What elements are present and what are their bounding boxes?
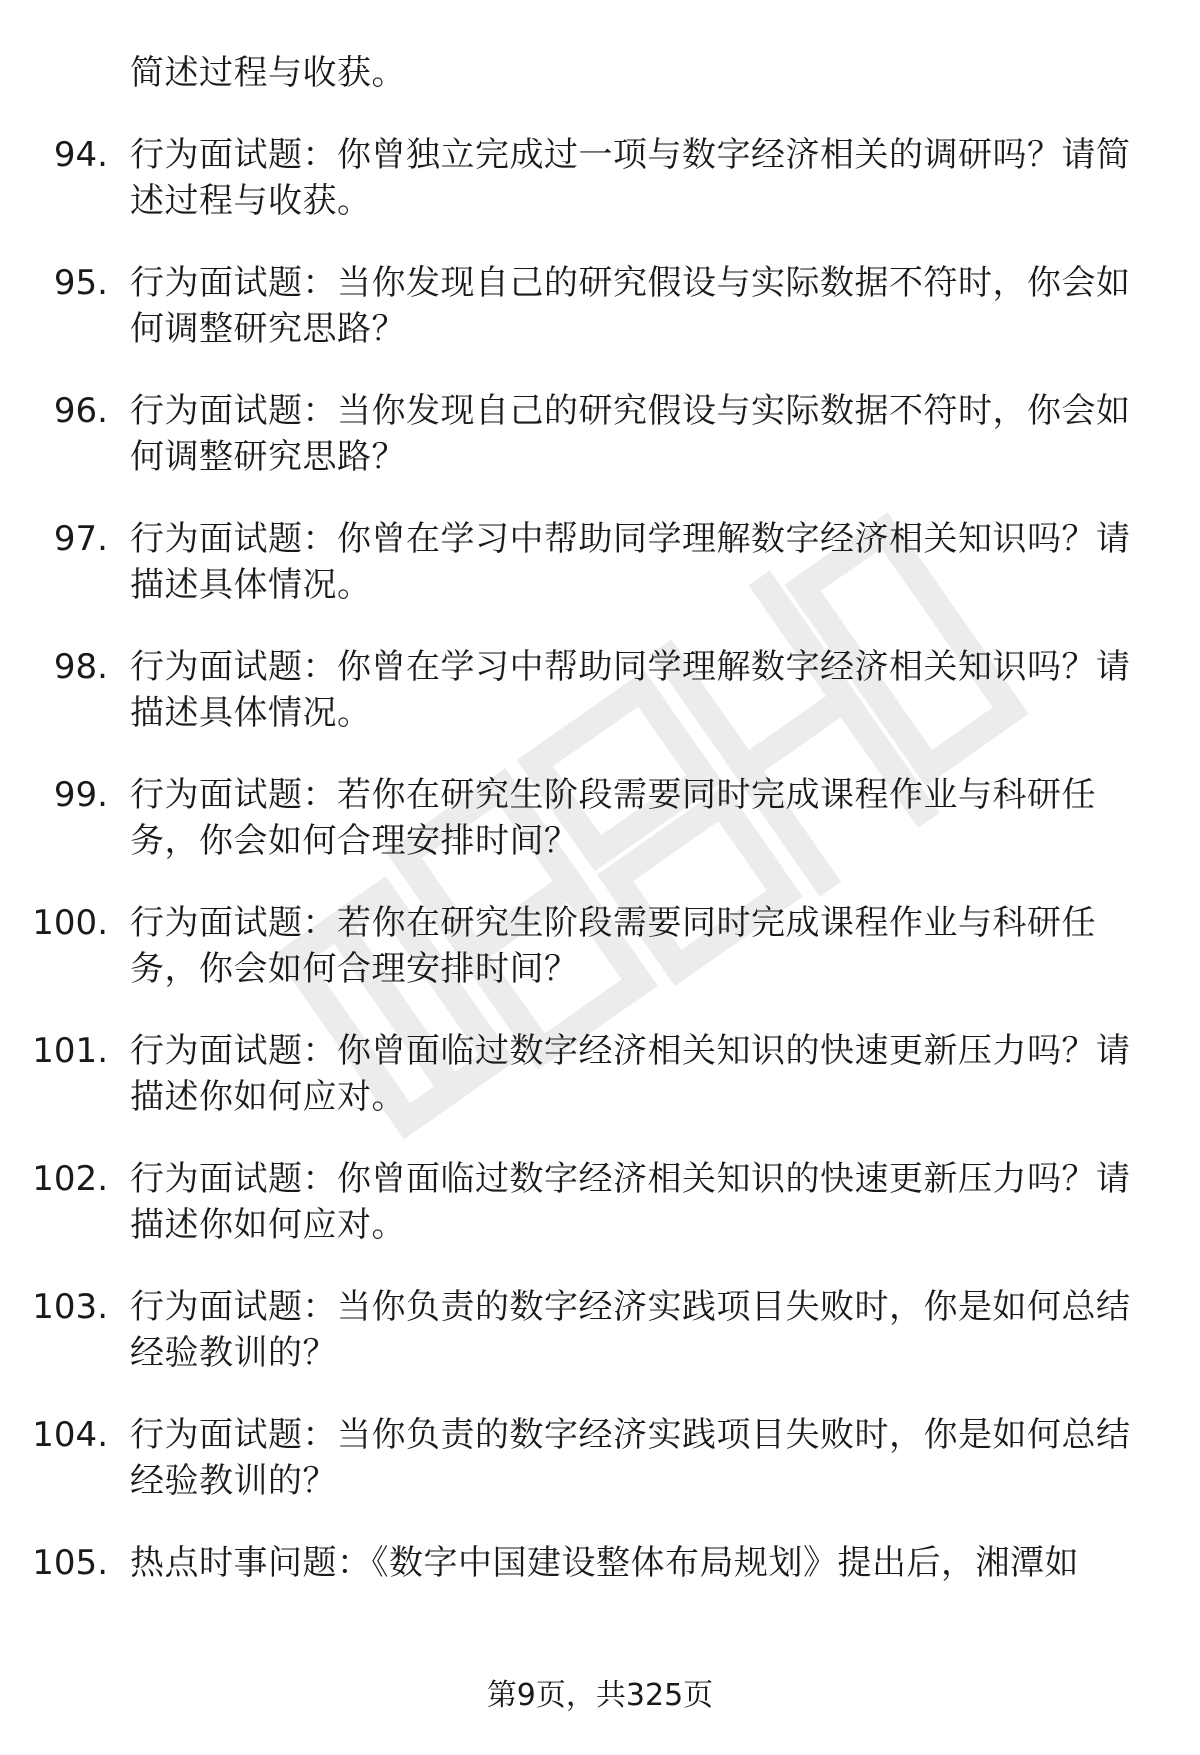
item-number: 97. — [53, 519, 108, 559]
item-text: 行为面试题：当你发现自己的研究假设与实际数据不符时，你会如何调整研究思路？ — [130, 391, 1131, 477]
list-item — [0, 132, 1200, 224]
list-item — [0, 1028, 1200, 1120]
item-text: 行为面试题：当你负责的数字经济实践项目失败时，你是如何总结经验教训的？ — [130, 1287, 1131, 1373]
list-item — [0, 260, 1200, 352]
item-number: 103. — [32, 1287, 108, 1327]
item-number: 101. — [32, 1031, 108, 1071]
item-text: 行为面试题：你曾面临过数字经济相关知识的快速更新压力吗？请描述你如何应对。 — [130, 1031, 1131, 1117]
page-footer: 第9页，共325页 — [486, 1678, 714, 1713]
list-item — [0, 644, 1200, 736]
item-number: 99. — [53, 775, 108, 815]
item-text: 热点时事问题：《数字中国建设整体布局规划》提出后，湘潭如 — [130, 1543, 1079, 1583]
item-text: 行为面试题：当你负责的数字经济实践项目失败时，你是如何总结经验教训的？ — [130, 1415, 1131, 1501]
question-list — [0, 50, 1200, 1622]
item-text: 行为面试题：若你在研究生阶段需要同时完成课程作业与科研任务，你会如何合理安排时间？ — [130, 903, 1096, 989]
item-number: 95. — [53, 263, 108, 303]
list-item — [0, 1156, 1200, 1248]
list-item — [0, 1540, 1200, 1586]
item-text: 行为面试题：你曾在学习中帮助同学理解数字经济相关知识吗？请描述具体情况。 — [130, 519, 1131, 605]
item-text: 行为面试题：当你发现自己的研究假设与实际数据不符时，你会如何调整研究思路？ — [130, 263, 1131, 349]
item-number: 102. — [32, 1159, 108, 1199]
list-item — [0, 1284, 1200, 1376]
item-text: 行为面试题：你曾独立完成过一项与数字经济相关的调研吗？请简述过程与收获。 — [130, 135, 1131, 221]
list-item — [0, 388, 1200, 480]
list-item — [0, 1412, 1200, 1504]
item-number: 98. — [53, 647, 108, 687]
list-item — [0, 516, 1200, 608]
item-number: 94. — [53, 135, 108, 175]
item-number: 104. — [32, 1415, 108, 1455]
item-number: 105. — [32, 1543, 108, 1583]
item-number: 96. — [53, 391, 108, 431]
list-item — [0, 772, 1200, 864]
item-text: 行为面试题：你曾在学习中帮助同学理解数字经济相关知识吗？请描述具体情况。 — [130, 647, 1131, 733]
list-item — [0, 900, 1200, 992]
item-text: 行为面试题：若你在研究生阶段需要同时完成课程作业与科研任务，你会如何合理安排时间？ — [130, 775, 1096, 861]
continuation-text: 简述过程与收获。 — [130, 53, 406, 93]
item-number: 100. — [32, 903, 108, 943]
item-text: 行为面试题：你曾面临过数字经济相关知识的快速更新压力吗？请描述你如何应对。 — [130, 1159, 1131, 1245]
